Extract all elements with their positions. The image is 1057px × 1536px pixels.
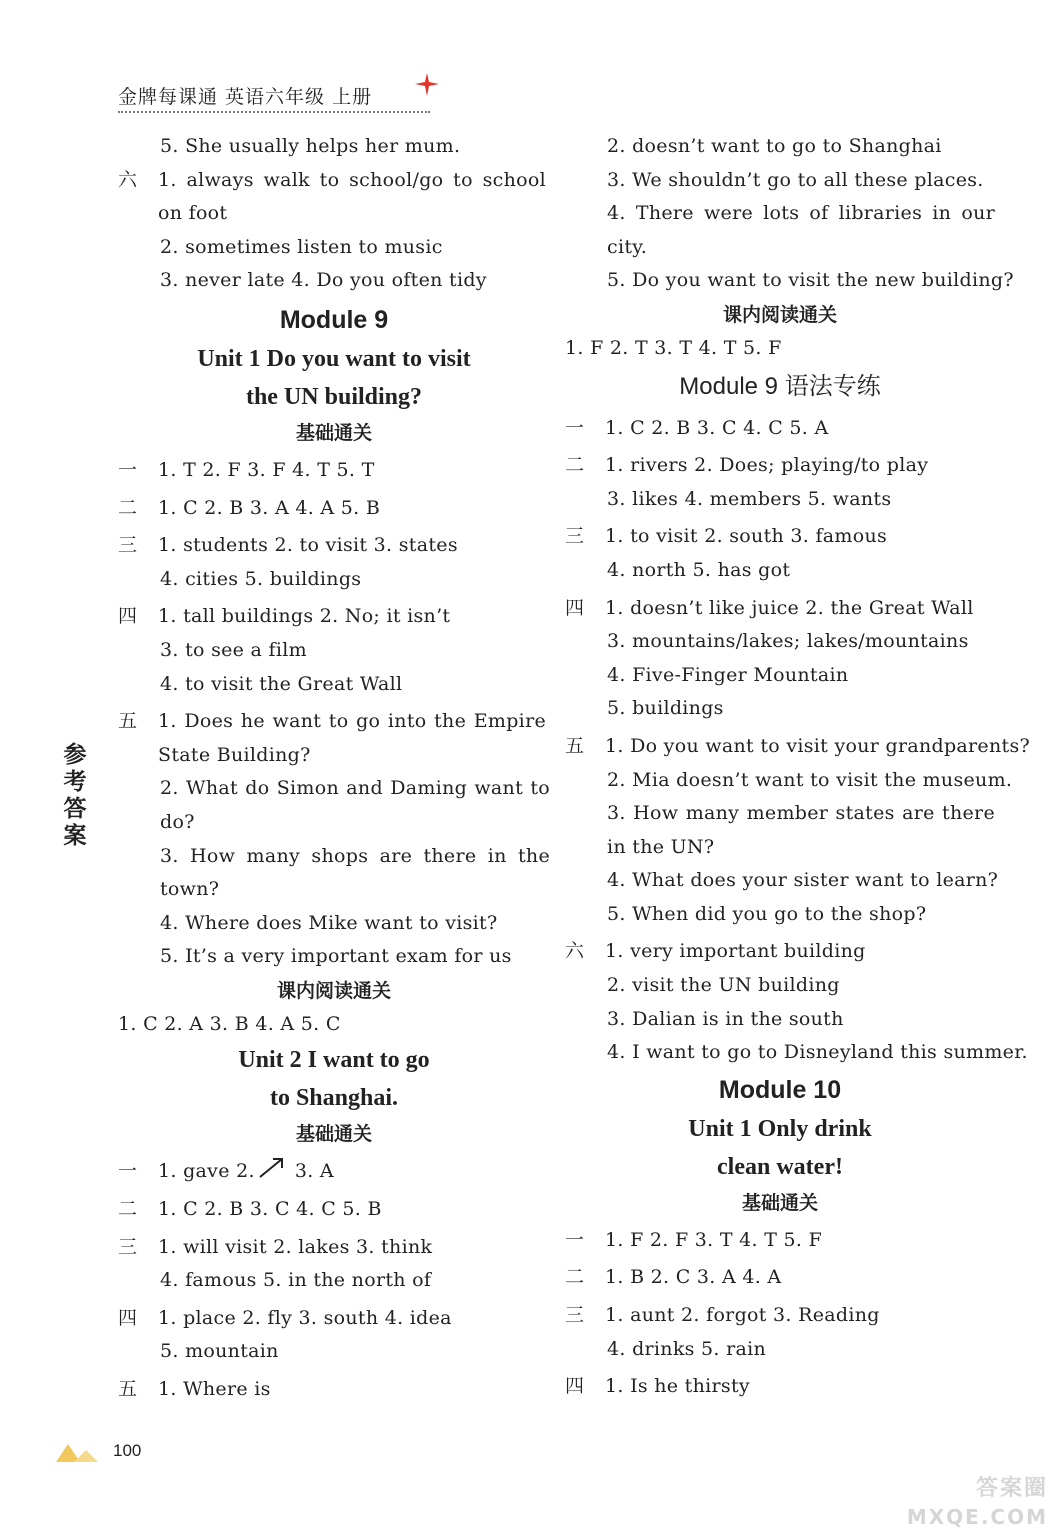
grammar-heading: Module 9 语法专练 xyxy=(679,372,881,400)
unit-heading: clean water! xyxy=(717,1153,843,1180)
answer-text: 1. doesn’t like juice 2. the Great Wall xyxy=(605,596,974,619)
answer-line: 5. buildings xyxy=(607,697,724,720)
section-number: 三 xyxy=(118,1235,138,1258)
section-number: 一 xyxy=(118,1160,138,1183)
answer-line: 4. Where does Mike want to visit? xyxy=(160,911,498,934)
answer-line: 4. famous 5. in the north of xyxy=(160,1269,432,1292)
answer-text: 1. always walk to school/go to school on foot xyxy=(158,168,546,225)
unit-heading: Unit 2 I want to go xyxy=(238,1047,430,1074)
answer-line: 2. visit the UN building xyxy=(607,974,840,997)
unit-heading: to Shanghai. xyxy=(269,1085,399,1112)
answer-line: 4. Five-Finger Mountain xyxy=(607,663,849,686)
answer-line xyxy=(565,730,1030,764)
mountain-icon xyxy=(56,1440,106,1464)
section-number: 四 xyxy=(118,1306,138,1329)
section-number: 一 xyxy=(565,416,585,439)
side-label-text: 参 考 答 案 xyxy=(63,742,87,849)
answer-line: 5. She usually helps her mum. xyxy=(160,135,461,157)
section-heading: 课内阅读通关 xyxy=(722,303,837,326)
answer-line: 1. C 2. A 3. B 4. A 5. C xyxy=(118,1012,341,1035)
answer-line: 5. mountain xyxy=(160,1340,279,1363)
answer-text: 1. F 2. F 3. T 4. T 5. F xyxy=(605,1228,823,1251)
section-number: 六 xyxy=(565,940,585,963)
right-column xyxy=(565,130,1030,1404)
answer-text: 1. Does he want to go into the Empire State Building? xyxy=(158,710,546,766)
section-number: 四 xyxy=(565,1375,585,1398)
answer-line: 3. to see a film xyxy=(160,638,307,661)
answer-line xyxy=(565,592,995,626)
answer-line xyxy=(565,935,995,969)
answer-line: 4. There were lots of libraries in our city. xyxy=(607,202,995,258)
answer-text: 1. place 2. fly 3. south 4. idea xyxy=(158,1306,452,1329)
answer-line: 4. to visit the Great Wall xyxy=(160,672,403,695)
watermark-url: MXQE.COM xyxy=(906,1505,1048,1529)
answer-line xyxy=(118,454,550,488)
answer-line: 2. doesn’t want to go to Shanghai xyxy=(607,135,942,157)
answer-text: 1. T 2. F 3. F 4. T 5. T xyxy=(158,458,375,481)
answer-text: 1. to visit 2. south 3. famous xyxy=(605,525,888,548)
answer-text: 1. C 2. B 3. A 4. A 5. B xyxy=(158,496,381,519)
answer-text: 1. tall buildings 2. No; it isn’t xyxy=(158,605,451,628)
answer-line: 5. It’s a very important exam for us xyxy=(160,945,512,968)
section-number: 二 xyxy=(565,1266,585,1289)
section-number: 二 xyxy=(118,496,138,519)
answer-line xyxy=(118,492,550,526)
answer-line xyxy=(565,1299,995,1333)
answer-line: 3. How many shops are there in the town? xyxy=(160,844,550,901)
answer-text: 1. Where is xyxy=(158,1378,271,1401)
book-title: 金牌每课通 英语六年级 上册 xyxy=(118,86,373,108)
answer-line: 2. Mia doesn’t want to visit the museum. xyxy=(607,768,1013,791)
answer-line xyxy=(118,529,550,563)
answer-line xyxy=(118,1155,550,1189)
section-number: 一 xyxy=(118,458,138,481)
answer-line: 4. What does your sister want to learn? xyxy=(607,869,999,892)
answer-line xyxy=(118,1231,550,1265)
answer-line xyxy=(565,1224,995,1258)
answer-line xyxy=(118,600,550,634)
section-number: 五 xyxy=(118,1378,138,1401)
answer-line: 5. When did you go to the shop? xyxy=(607,902,927,925)
module-heading: Module 10 xyxy=(718,1075,842,1104)
watermark-logo xyxy=(888,1476,1048,1534)
section-number: 二 xyxy=(565,454,585,477)
section-heading: 课内阅读通关 xyxy=(276,979,391,1002)
section-number: 四 xyxy=(118,605,138,628)
answer-line: 3. likes 4. members 5. wants xyxy=(607,487,892,510)
answer-line: 4. I want to go to Disneyland this summer. xyxy=(607,1041,1028,1064)
section-number: 三 xyxy=(118,534,138,557)
watermark-title: 答案圈 xyxy=(975,1476,1048,1501)
answer-text: 1. C 2. B 3. C 4. C 5. B xyxy=(158,1198,382,1221)
unit-heading: Unit 1 Do you want to visit xyxy=(197,345,471,372)
answer-text: 1. C 2. B 3. C 4. C 5. A xyxy=(605,416,829,439)
page-number: 100 xyxy=(113,1441,142,1460)
answer-line: 5. Do you want to visit the new building? xyxy=(607,269,1014,292)
left-column xyxy=(118,130,550,1407)
answer-line xyxy=(565,1261,995,1295)
answer-line: 4. cities 5. buildings xyxy=(160,567,362,590)
section-number: 四 xyxy=(565,596,585,619)
answer-line: 2. What do Simon and Daming want to do? xyxy=(160,777,550,833)
answer-text: 1. aunt 2. forgot 3. Reading xyxy=(605,1304,880,1327)
unit-heading: Unit 1 Only drink xyxy=(688,1115,872,1142)
answer-line: 3. How many member states are there in the UN? xyxy=(607,802,995,858)
answer-line: 3. mountains/lakes; lakes/mountains xyxy=(607,630,969,653)
section-heading: 基础通关 xyxy=(295,421,372,444)
answer-line xyxy=(118,164,550,231)
section-heading: 基础通关 xyxy=(741,1191,818,1214)
unit-heading: the UN building? xyxy=(245,383,423,410)
answer-text: 1. B 2. C 3. A 4. A xyxy=(605,1266,782,1289)
answer-text: 1. Is he thirsty xyxy=(605,1375,750,1398)
module-heading: Module 9 xyxy=(279,305,389,334)
section-heading: 基础通关 xyxy=(295,1123,372,1146)
side-label xyxy=(60,742,90,850)
answer-text: 1. students 2. to visit 3. states xyxy=(158,534,458,557)
arrow-icon xyxy=(257,1156,287,1180)
answer-text: 1. Do you want to visit your grandparents? xyxy=(605,734,1030,757)
answer-line xyxy=(565,520,995,554)
answer-line: 3. Dalian is in the south xyxy=(607,1007,844,1030)
answer-text: 3. A xyxy=(294,1160,334,1183)
answer-text: 1. rivers 2. Does; playing/to play xyxy=(605,454,929,477)
section-number: 二 xyxy=(118,1198,138,1221)
section-number: 五 xyxy=(565,734,585,757)
answer-text: 1. will visit 2. lakes 3. think xyxy=(158,1235,433,1258)
answer-text: 1. gave 2. xyxy=(158,1160,255,1183)
page-header xyxy=(118,78,448,114)
answer-line: 2. sometimes listen to music xyxy=(160,235,443,258)
answer-line: 3. We shouldn’t go to all these places. xyxy=(607,168,984,191)
section-number: 一 xyxy=(565,1228,585,1251)
answer-line xyxy=(118,1193,550,1227)
answer-line xyxy=(565,449,995,483)
answer-line xyxy=(565,412,995,446)
answer-text: 1. very important building xyxy=(605,940,866,963)
header-divider xyxy=(118,111,430,113)
section-number: 三 xyxy=(565,1304,585,1327)
star-icon xyxy=(414,72,440,98)
answer-line xyxy=(118,1373,550,1407)
section-number: 三 xyxy=(565,525,585,548)
section-number: 五 xyxy=(118,710,138,733)
answer-line: 4. drinks 5. rain xyxy=(607,1337,767,1360)
answer-line: 4. north 5. has got xyxy=(607,558,791,581)
answer-line: 3. never late 4. Do you often tidy xyxy=(160,269,487,292)
answer-line xyxy=(565,1370,995,1404)
answer-line xyxy=(118,1302,550,1336)
answer-line xyxy=(118,705,550,772)
section-number: 六 xyxy=(118,168,138,191)
answer-line: 1. F 2. T 3. T 4. T 5. F xyxy=(565,336,782,359)
